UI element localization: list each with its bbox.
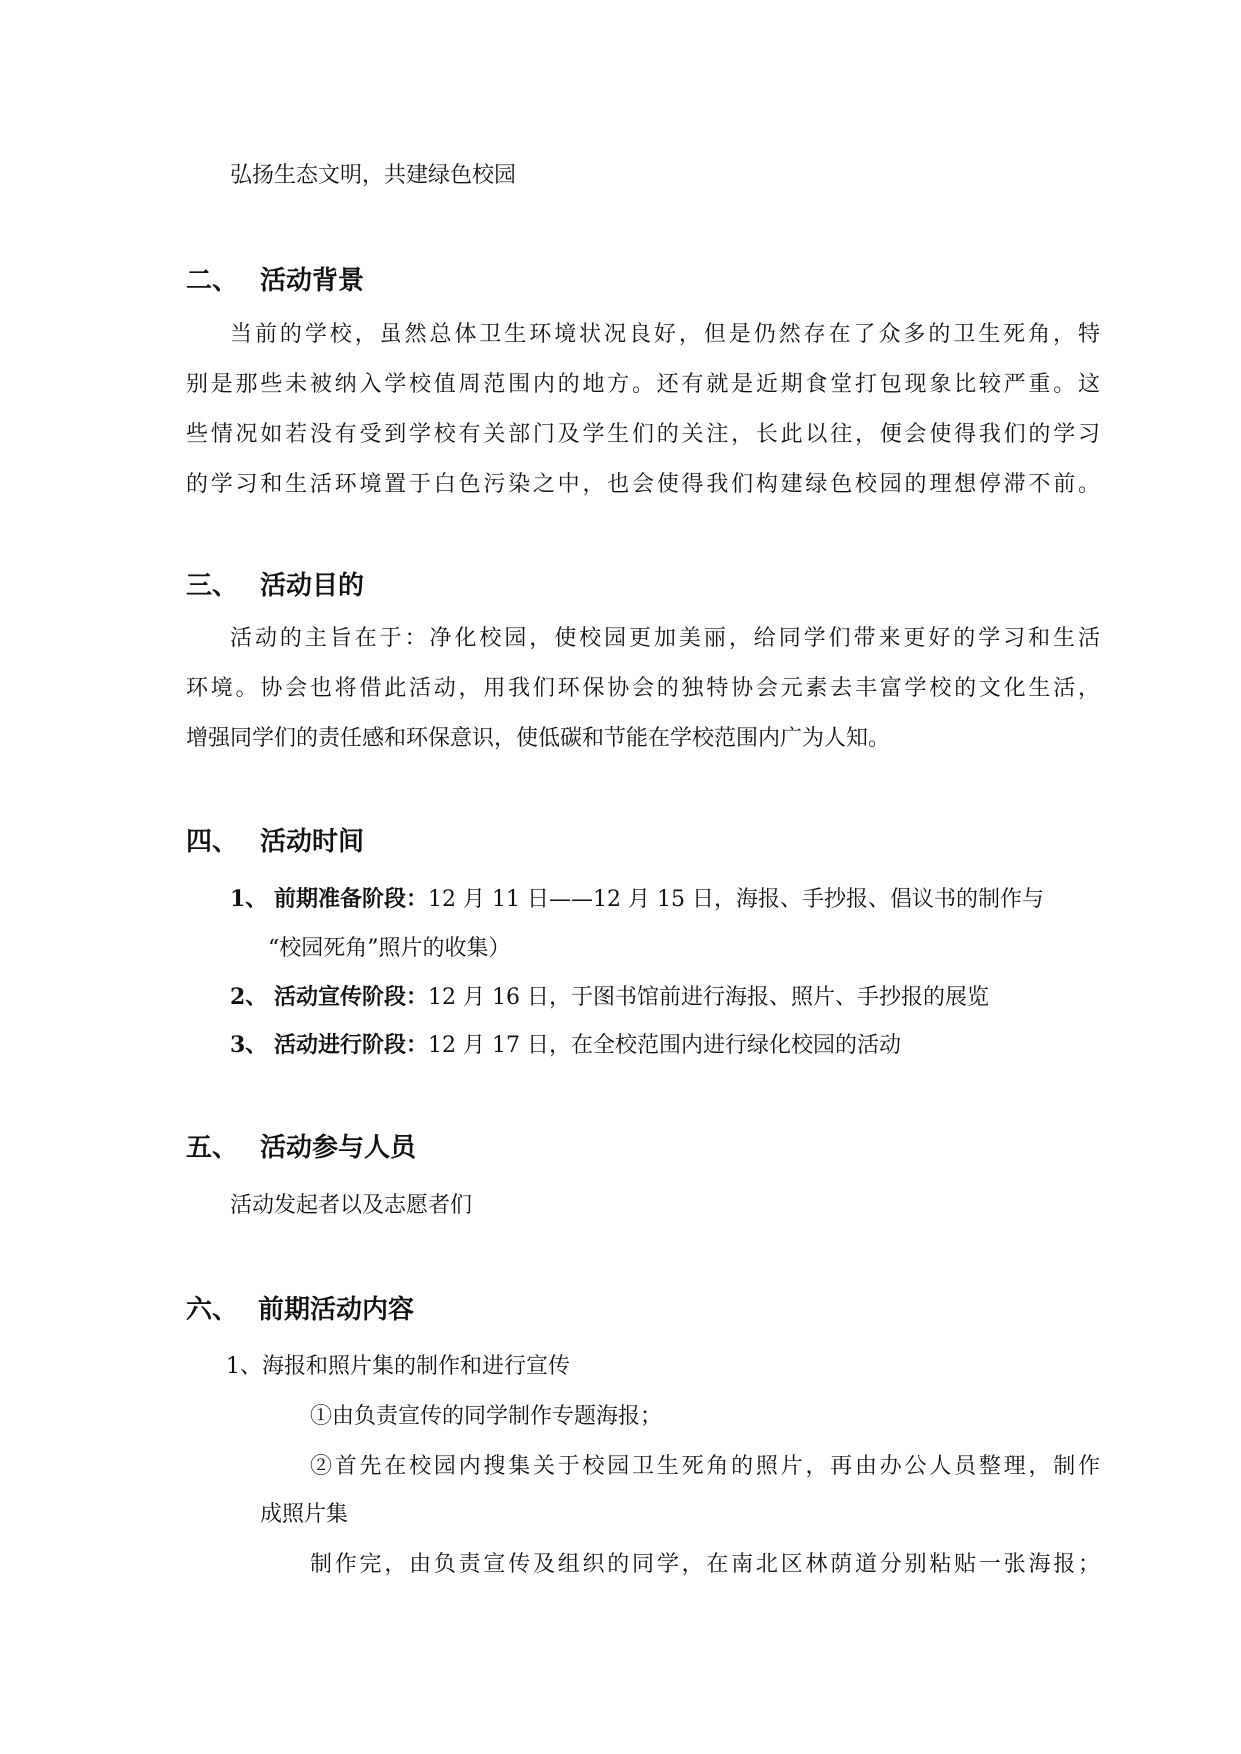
- sec4-item-2-text: 12 月 16 日，于图书馆前进行海报、照片、手抄报的展览: [428, 985, 989, 1010]
- section-2-number: 二、: [186, 266, 239, 296]
- sec2-line-4: 的学习和生活环境置于白色污染之中，也会使得我们构建绿色校园的理想停滞不前。: [186, 472, 1100, 497]
- sec6-point-2: ②首先在校园内搜集关于校园卫生死角的照片，再由办公人员整理，制作: [310, 1454, 1100, 1479]
- sec4-item-2-number: 2、: [230, 984, 268, 1010]
- sec3-line-3: 增强同学们的责任感和环保意识，使低碳和节能在学校范围内广为人知。: [186, 726, 891, 751]
- sec6-point-2-continuation: 成照片集: [260, 1502, 349, 1527]
- sec2-line-1: 当前的学校，虽然总体卫生环境状况良好，但是仍然存在了众多的卫生死角，特: [230, 322, 1100, 347]
- section-5-title: 活动参与人员: [260, 1133, 417, 1163]
- section-2-title: 活动背景: [260, 266, 365, 296]
- sec4-item-3-text: 12 月 17 日，在全校范围内进行绿化校园的活动: [428, 1033, 901, 1058]
- sec4-item-1-label: 前期准备阶段：: [274, 886, 429, 912]
- sec4-item-1-text: 12 月 11 日——12 月 15 日，海报、手抄报、倡议书的制作与: [428, 887, 1044, 912]
- sec6-point-3: 制作完，由负责宣传及组织的同学，在南北区林荫道分别粘贴一张海报；: [310, 1552, 1100, 1577]
- sec6-subheading-1: 1、海报和照片集的制作和进行宣传: [226, 1354, 570, 1379]
- sec6-point-1: ①由负责宣传的同学制作专题海报；: [310, 1404, 663, 1429]
- section-4-title: 活动时间: [260, 827, 365, 857]
- sec4-item-3: [274, 1034, 901, 1057]
- sec4-item-2-label: 活动宣传阶段：: [274, 984, 429, 1010]
- sec4-item-3-number: 3、: [230, 1032, 268, 1058]
- section-3-title: 活动目的: [260, 571, 365, 601]
- slogan: 弘扬生态文明，共建绿色校园: [230, 163, 517, 188]
- section-6-number: 六、: [186, 1295, 239, 1325]
- sec3-line-2: 环境。协会也将借此活动，用我们环保协会的独特协会元素去丰富学校的文化生活，: [186, 676, 1100, 701]
- sec5-line: 活动发起者以及志愿者们: [230, 1193, 473, 1218]
- sec4-item-2: [274, 986, 989, 1009]
- sec4-item-3-label: 活动进行阶段：: [274, 1032, 429, 1058]
- sec2-line-3: 些情况如若没有受到学校有关部门及学生们的关注，长此以往，便会使得我们的学习: [186, 422, 1100, 447]
- sec4-item-1: [274, 888, 1044, 911]
- section-6-title: 前期活动内容: [258, 1295, 415, 1325]
- sec2-line-2: 别是那些未被纳入学校值周范围内的地方。还有就是近期食堂打包现象比较严重。这: [186, 372, 1100, 397]
- section-3-number: 三、: [186, 571, 239, 601]
- sec3-line-1: 活动的主旨在于：净化校园，使校园更加美丽，给同学们带来更好的学习和生活: [230, 626, 1100, 651]
- sec4-item-1-continuation: “校园死角”照片的收集）: [268, 936, 511, 961]
- section-4-number: 四、: [186, 827, 239, 857]
- sec4-item-1-number: 1、: [230, 886, 268, 912]
- section-5-number: 五、: [186, 1133, 239, 1163]
